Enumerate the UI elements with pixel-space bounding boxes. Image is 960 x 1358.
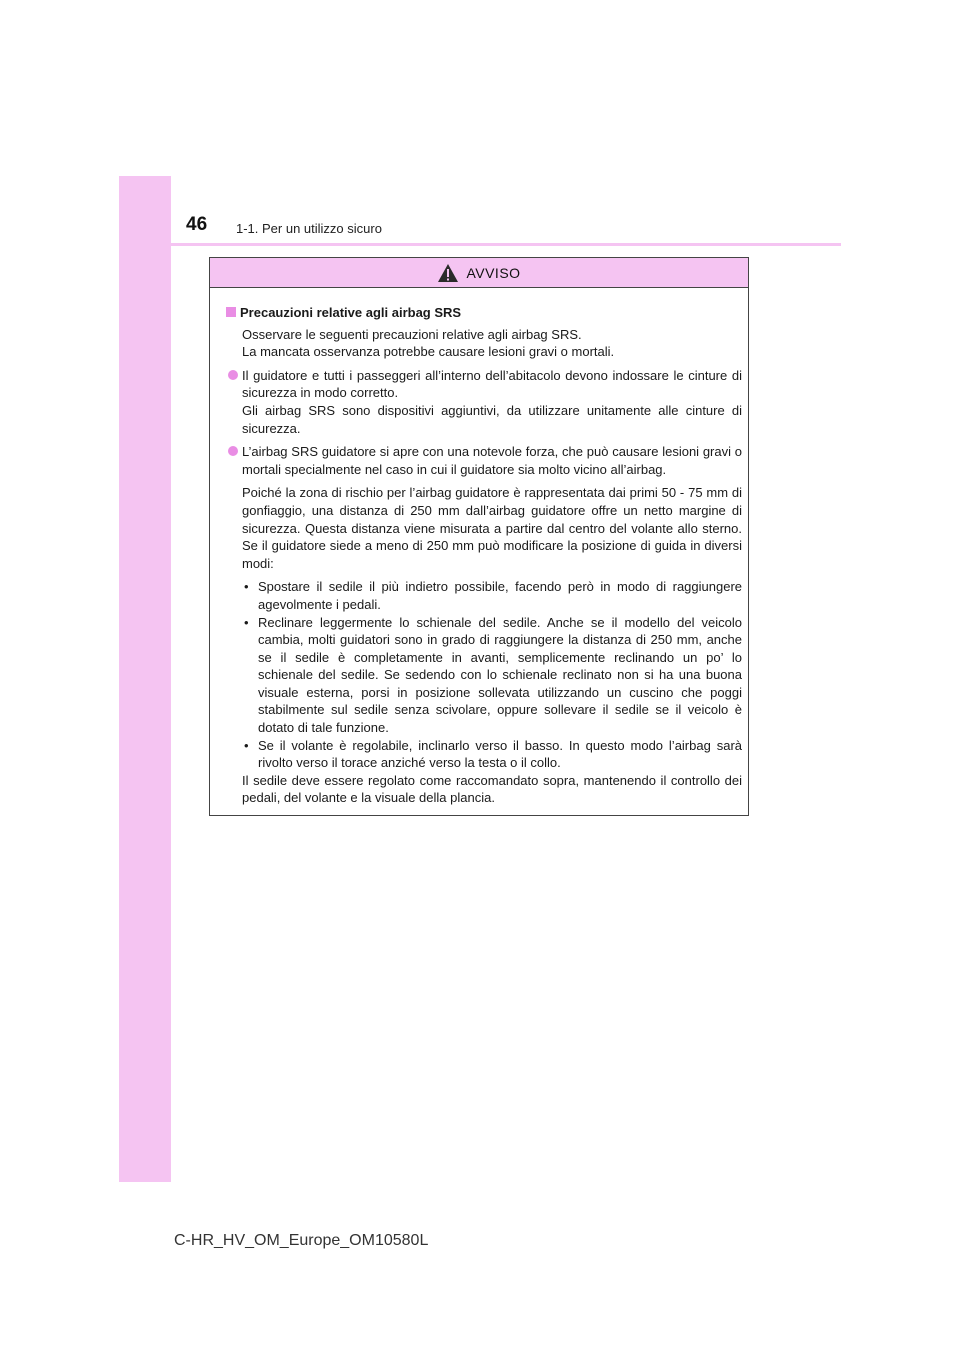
dash-bullet: •	[244, 737, 249, 753]
dash-bullet: •	[244, 579, 249, 595]
intro-line: La mancata osservanza potrebbe causare lesioni gravi o mortali.	[242, 344, 615, 360]
bullet-line: Gli airbag SRS sono dispositivi aggiuntivi, da utilizzare unitamente alle cinture di sicurezza.	[242, 402, 742, 436]
page-number: 46	[186, 214, 208, 235]
warning-label: AVVISO	[466, 264, 521, 281]
dash-item-text: Reclinare leggermente lo schienale del sedile. Anche se il modello del veicolo cambia, molti guidatori sono in grado di raggiungere la distanza di 250 mm, anche se il sedile è completamente in avanti, semplicemente reclinando un po’ lo schienale del sedile. Se sedendo con lo schienale reclinato non si ha una buona visuale esterna, porsi in posizione sollevata utilizzando un cuscino che poggi stabilmente sul sedile senza scivolare, oppure sollevare il sedile se il veicolo è dotato di tale funzione.	[258, 614, 742, 736]
section-heading	[226, 304, 742, 322]
bullet-line: L’airbag SRS guidatore si apre con una notevole forza, che può causare lesioni gravi o mortali specialmente nel caso in cui il guidatore sia molto vicino all’airbag.	[242, 444, 742, 477]
footer-document-code: C-HR_HV_OM_Europe_OM10580L	[174, 1232, 429, 1249]
header-rule	[119, 243, 841, 246]
warning-triangle-icon	[437, 263, 459, 283]
side-tab-strip	[119, 176, 171, 1182]
dash-item	[242, 578, 742, 613]
dash-item-text: Spostare il sedile il più indietro possibile, facendo però in modo di raggiungere agevolmente i pedali.	[258, 579, 742, 612]
dash-item-text: Se il volante è regolabile, inclinarlo verso il basso. In questo modo l’airbag sarà rivolto verso il torace anziché verso la testa o il collo.	[258, 737, 742, 771]
heading-text: Precauzioni relative agli airbag SRS	[240, 305, 462, 320]
circle-bullet-icon	[228, 446, 238, 456]
section-title: 1-1. Per un utilizzo sicuro	[236, 221, 382, 236]
warning-box	[209, 257, 749, 816]
bullet-item	[226, 443, 742, 478]
square-bullet-icon	[226, 307, 236, 317]
warning-body	[210, 288, 748, 807]
intro-paragraph	[226, 326, 742, 361]
closing-paragraph: Il sedile deve essere regolato come raccomandato sopra, mantenendo il controllo dei pedali, del volante e la visuale della plancia.	[242, 772, 742, 806]
warning-header	[210, 258, 748, 288]
dash-item	[242, 614, 742, 737]
bullet-line: Il guidatore e tutti i passeggeri all’interno dell’abitacolo devono indossare le cinture di sicurezza in modo corretto.	[242, 367, 742, 401]
intro-line: Osservare le seguenti precauzioni relative agli airbag SRS.	[242, 326, 582, 342]
dash-list	[226, 578, 742, 772]
circle-bullet-icon	[228, 370, 238, 380]
dash-item	[242, 737, 742, 772]
detail-paragraph: Poiché la zona di rischio per l’airbag guidatore è rappresentata dai primi 50 - 75 mm di gonfiaggio, una distanza di 250 mm dall’airbag guidatore offre un netto margine di sicurezza. Questa distanza viene misurata a partire dal centro del volante allo sterno. Se il guidatore siede a meno di 250 mm può modificare la posizione di guida in diversi modi:	[242, 485, 742, 571]
dash-bullet: •	[244, 614, 249, 630]
bullet-item	[226, 367, 742, 437]
